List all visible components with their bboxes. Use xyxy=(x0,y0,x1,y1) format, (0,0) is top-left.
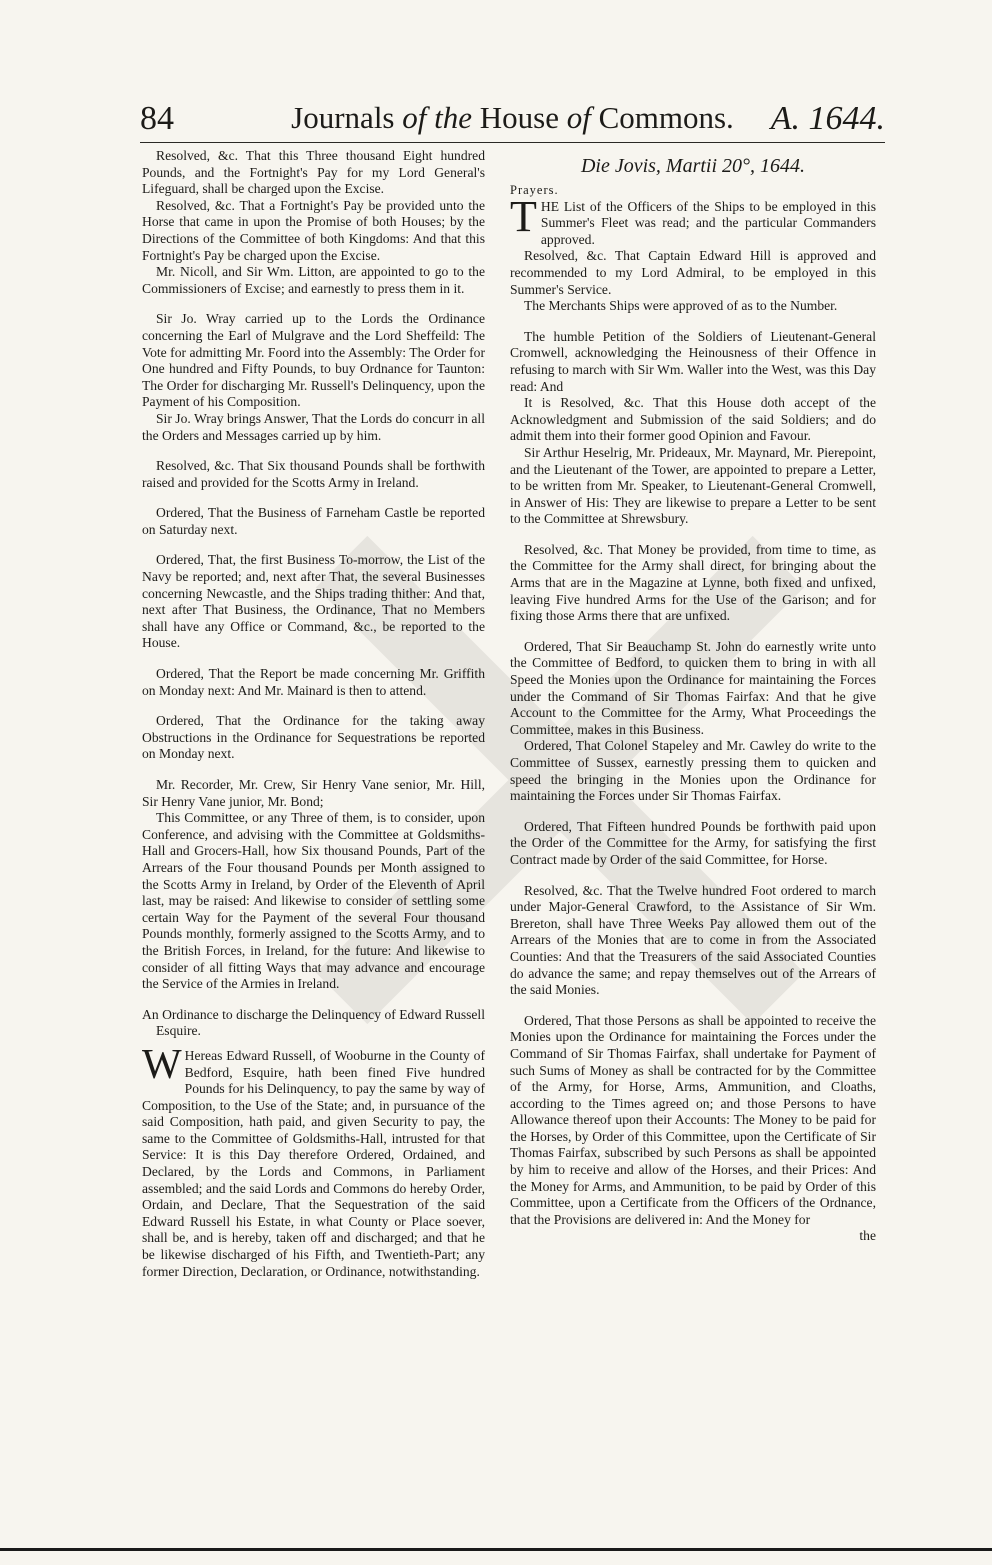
entry: This Committee, or any Three of them, is to consider, upon Conference, and advising with the Committee at Goldsmiths-Hall and Grocers-Hall, how Six thousand Pounds, Part of the Arrears of the Four thousand Pounds per Month assigned to the Scotts Army in Ireland, by Order of the Eleventh of April last, may be raised: And likewise to consider of settling some certain Way for the Payment of the several Four thousand Pounds monthly, formerly assigned to the Scotts Army, and to the British Forces, in Ireland, for the future: And likewise to consider of all fitting Ways that may advance and encourage the Service of the Armies in Ireland. xyxy=(142,810,485,992)
left-column xyxy=(142,148,485,1280)
entry: Resolved, &c. That Captain Edward Hill is approved and recommended to my Lord Admiral, to be employed in this Summer's Service. xyxy=(510,248,876,297)
entry: The humble Petition of the Soldiers of Lieutenant-General Cromwell, acknowledging the Heinousness of their Offence in refusing to march with Sir Wm. Waller into the West, was this Day read: And xyxy=(510,328,876,394)
entry: Resolved, &c. That this Three thousand Eight hundred Pounds, and the Fortnight's Pay for my Lord General's Lifeguard, shall be charged upon the Excise. xyxy=(142,148,485,197)
entry: Sir Arthur Heselrig, Mr. Prideaux, Mr. Maynard, Mr. Pierepoint, and the Lieutenant of the Tower, are appointed to prepare a Letter, to be written from Mr. Speaker, to Lieutenant-General Cromwell, in Answer of His: They are likewise to prepare a Letter to be sent to the Committee at Shrewsbury. xyxy=(510,444,876,527)
entry: Ordered, That the Ordinance for the taking away Obstructions in the Ordinance for Sequestrations be reported on Monday next. xyxy=(142,713,485,762)
entry: Ordered, That the Report be made concerning Mr. Griffith on Monday next: And Mr. Mainard is then to attend. xyxy=(142,666,485,698)
entry: Ordered, That Colonel Stapeley and Mr. Cawley do write to the Committee of Sussex, earnestly pressing them to quicken and speed the bringing in the Monies upon the Ordinance for maintaining the Forces under Sir Thomas Fairfax. xyxy=(510,738,876,804)
entry: Resolved, &c. That the Twelve hundred Foot ordered to march under Major-General Crawford, to the Assistance of Sir Wm. Brereton, shall have Three Weeks Pay allowed them out of the Arrears of the Monies that are to come in from the Associated Counties: And that the Treasurers of the said Associated Counties do advance the same; and repay themselves out of the Arrears of the said Monies. xyxy=(510,882,876,998)
entry: Ordered, That those Persons as shall be appointed to receive the Monies upon the Ordinance for maintaining the Forces under the Command of Sir Thomas Fairfax, shall undertake for Payment of such Sums of Money as shall be contracted for by the Committee of the Army, for Horse, Arms, Ammunition, and Cloaths, according to the Times agreed on; and those Persons to have Allowance thereof upon their Accounts: The Money to be paid for the Horses, by Order of this Committee, upon the Certificate of Sir Thomas Fairfax, subscribed by such Persons as shall be appointed by him to receive and allow of the Horses, and their Prices: And the Money for Arms, and Ammunition, to be paid by Order of this Committee, upon a Certificate from the Officers of the Ordnance, that the Provisions are delivered in: And the Money for xyxy=(510,1012,876,1227)
page-number: 84 xyxy=(140,100,174,137)
ordinance-body: W Hereas Edward Russell, of Wooburne in the County of Bedford, Esquire, hath been fined Five hundred Pounds for his Delinquency, to pay the same by way of Composition, to the Use of the State; and, in pursuance of the said Composition, hath paid, and given Security to pay, the same to the Committee of Goldsmiths-Hall, intrusted for that Service: It is this Day therefore Ordered, Ordained, and Declared, by the Lords and Commons, in Parliament assembled; and the said Lords and Commons do hereby Order, Ordain, and Declare, That the Sequestration of the said Edward Russell his Estate, in what County or Place soever, shall be, and is hereby, taken off and discharged; and that he be likewise discharged of his Fifth, and Twentieth-Part; any former Direction, Declaration, or Ordinance, notwithstanding. xyxy=(142,1041,485,1279)
entry: Resolved, &c. That Six thousand Pounds shall be forthwith raised and provided for the Scotts Army in Ireland. xyxy=(142,458,485,490)
ordinance-heading: An Ordinance to discharge the Delinquency of Edward Russell Esquire. xyxy=(142,1006,485,1039)
entry: Resolved, &c. That Money be provided, from time to time, as the Committee for the Army shall direct, for bringing about the Arms that are in the Magazine at Lynne, both fixed and unfixed, leaving Five hundred Arms for the Use of the Garison; and for fixing those Arms there that are unfixed. xyxy=(510,541,876,624)
prayers-heading: Prayers. xyxy=(510,183,559,197)
page-header xyxy=(140,96,885,143)
page-year: A. 1644. xyxy=(770,100,885,137)
entry: Sir Jo. Wray brings Answer, That the Lords do concurr in all the Orders and Messages carried up by him. xyxy=(142,410,485,443)
entry: Mr. Nicoll, and Sir Wm. Litton, are appointed to go to the Commissioners of Excise; and earnestly to press them in it. xyxy=(142,264,485,296)
committee-names: Mr. Recorder, Mr. Crew, Sir Henry Vane senior, Mr. Hill, Sir Henry Vane junior, Mr. Bond; xyxy=(142,777,485,809)
drop-cap: T xyxy=(510,191,537,241)
entry: It is Resolved, &c. That this House doth accept of the Acknowledgment and Submission of the said Soldiers; and do admit them into their former good Opinion and Favour. xyxy=(510,395,876,444)
bottom-rule xyxy=(0,1548,992,1551)
drop-cap: W xyxy=(142,1041,182,1088)
entry: Ordered, That Sir Beauchamp St. John do earnestly write unto the Committee of Bedford, to quicken them to bring in with all Speed the Monies upon the Ordinance for maintaining the Forces under the Command of Sir Thomas Fairfax: And that he give Account to the Committee for the Army, What Proceedings the Committee, makes in this Business. xyxy=(510,638,876,737)
entry: Sir Jo. Wray carried up to the Lords the Ordinance concerning the Earl of Mulgrave and the Lord Sheffeild: The Vote for admitting Mr. Foord into the Assembly: The Order for One hundred and Fifty Pounds, to buy Ordnance for Taunton: The Order for discharging Mr. Russell's Delinquency, upon the Payment of his Composition. xyxy=(142,311,485,410)
catchword: the xyxy=(859,1228,876,1244)
entry: THE List of the Officers of the Ships to be employed in this Summer's Fleet was read; and the particular Commanders approved. xyxy=(510,191,876,247)
entry: The Merchants Ships were approved of as to the Number. xyxy=(524,298,838,314)
entry: Ordered, That the Business of Farneham Castle be reported on Saturday next. xyxy=(142,505,485,537)
entry: Resolved, &c. That a Fortnight's Pay be provided unto the Horse that came in upon the Promise of both Houses; by the Directions of the Committee of both Kingdoms: And that this Fortnight's Pay be charged upon the Excise. xyxy=(142,197,485,263)
entry: Ordered, That Fifteen hundred Pounds be forthwith paid upon the Order of the Committee for the Army, for satisfying the first Contract made by Order of the said Committee, for Horse. xyxy=(510,818,876,867)
entry: Ordered, That, the first Business To-morrow, the List of the Navy be reported; and, next after That, the several Businesses concerning Newcastle, and the Ships trading thither: And that, next after That Business, the Ordinance, That no Members shall have any Office or Command, &c., be reported to the House. xyxy=(142,552,485,651)
dateline: Die Jovis, Martii 20°, 1644. xyxy=(580,155,806,177)
right-column xyxy=(510,148,876,1245)
page-title: Journals of the House of Commons. xyxy=(291,100,734,135)
